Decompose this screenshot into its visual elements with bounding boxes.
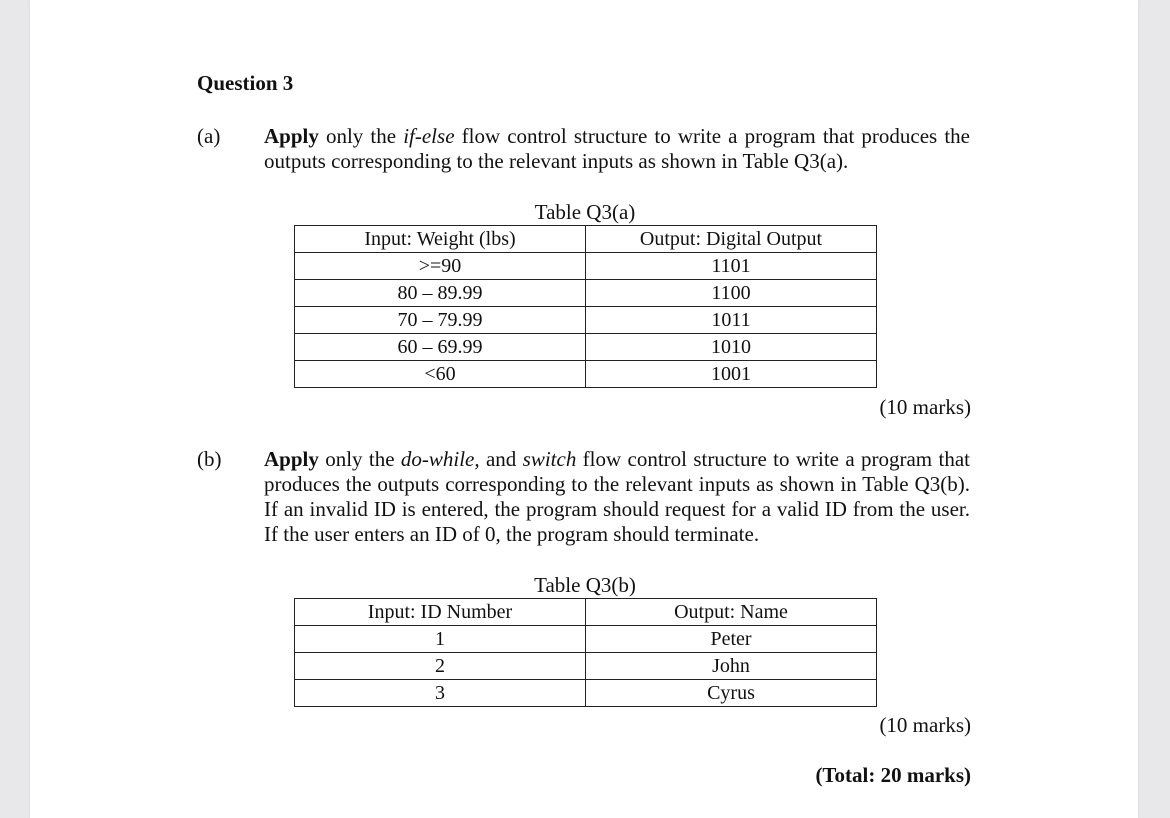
part-b-text xyxy=(264,447,970,547)
part-b-switch: switch xyxy=(522,447,577,471)
part-a-text-1: only the xyxy=(318,124,404,148)
table-cell: <60 xyxy=(295,361,586,388)
table-row xyxy=(295,680,877,707)
table-cell: 1011 xyxy=(586,307,877,334)
table-cell: 2 xyxy=(295,653,586,680)
table-q3b xyxy=(294,598,877,707)
part-b-text-1: only the xyxy=(318,447,401,471)
table-b-caption: Table Q3(b) xyxy=(534,573,636,597)
table-header-row xyxy=(295,599,877,626)
part-b-label: (b) xyxy=(197,447,222,471)
table-header-cell: Output: Digital Output xyxy=(586,226,877,253)
table-q3a xyxy=(294,225,877,388)
table-header-cell: Input: ID Number xyxy=(295,599,586,626)
table-row xyxy=(295,334,877,361)
table-header-cell: Output: Name xyxy=(586,599,877,626)
part-a-text-2: flow control structure to write a program that produces the outputs corresponding to the relevant inputs as shown in Table Q3(a). xyxy=(264,124,971,173)
table-row xyxy=(295,626,877,653)
table-header-row xyxy=(295,226,877,253)
table-cell: 70 – 79.99 xyxy=(295,307,586,334)
table-row xyxy=(295,253,877,280)
table-cell: John xyxy=(586,653,877,680)
table-cell: 80 – 89.99 xyxy=(295,280,586,307)
part-b-do-while: do-while, xyxy=(400,447,480,471)
table-row xyxy=(295,280,877,307)
part-b-text-3: flow control structure to write a program that produces the outputs corresponding to the relevant inputs as shown in Table Q3(b). If an invalid ID is entered, the program should request for a valid ID from the user. If the user enters an ID of 0, the program should terminate. xyxy=(264,447,970,546)
table-row xyxy=(295,653,877,680)
part-a-marks: (10 marks) xyxy=(879,395,971,419)
table-cell: 1001 xyxy=(586,361,877,388)
table-row xyxy=(295,307,877,334)
table-a-caption: Table Q3(a) xyxy=(534,200,636,224)
table-cell: Cyrus xyxy=(586,680,877,707)
table-cell: 60 – 69.99 xyxy=(295,334,586,361)
part-a-label: (a) xyxy=(197,124,221,148)
table-cell: 1010 xyxy=(586,334,877,361)
table-row xyxy=(295,361,877,388)
table-cell: >=90 xyxy=(295,253,586,280)
table-cell: Peter xyxy=(586,626,877,653)
question-title: Question 3 xyxy=(197,71,294,95)
part-b-apply: Apply xyxy=(264,447,319,471)
part-a-text xyxy=(264,124,970,174)
table-cell: 1101 xyxy=(586,253,877,280)
part-b-text-2: and xyxy=(479,447,523,471)
table-header-cell: Input: Weight (lbs) xyxy=(295,226,586,253)
part-a-apply: Apply xyxy=(264,124,319,148)
table-cell: 3 xyxy=(295,680,586,707)
total-marks: (Total: 20 marks) xyxy=(815,763,971,787)
part-b-marks: (10 marks) xyxy=(879,713,971,737)
table-cell: 1100 xyxy=(586,280,877,307)
table-cell: 1 xyxy=(295,626,586,653)
part-a-if-else: if-else xyxy=(403,124,455,148)
